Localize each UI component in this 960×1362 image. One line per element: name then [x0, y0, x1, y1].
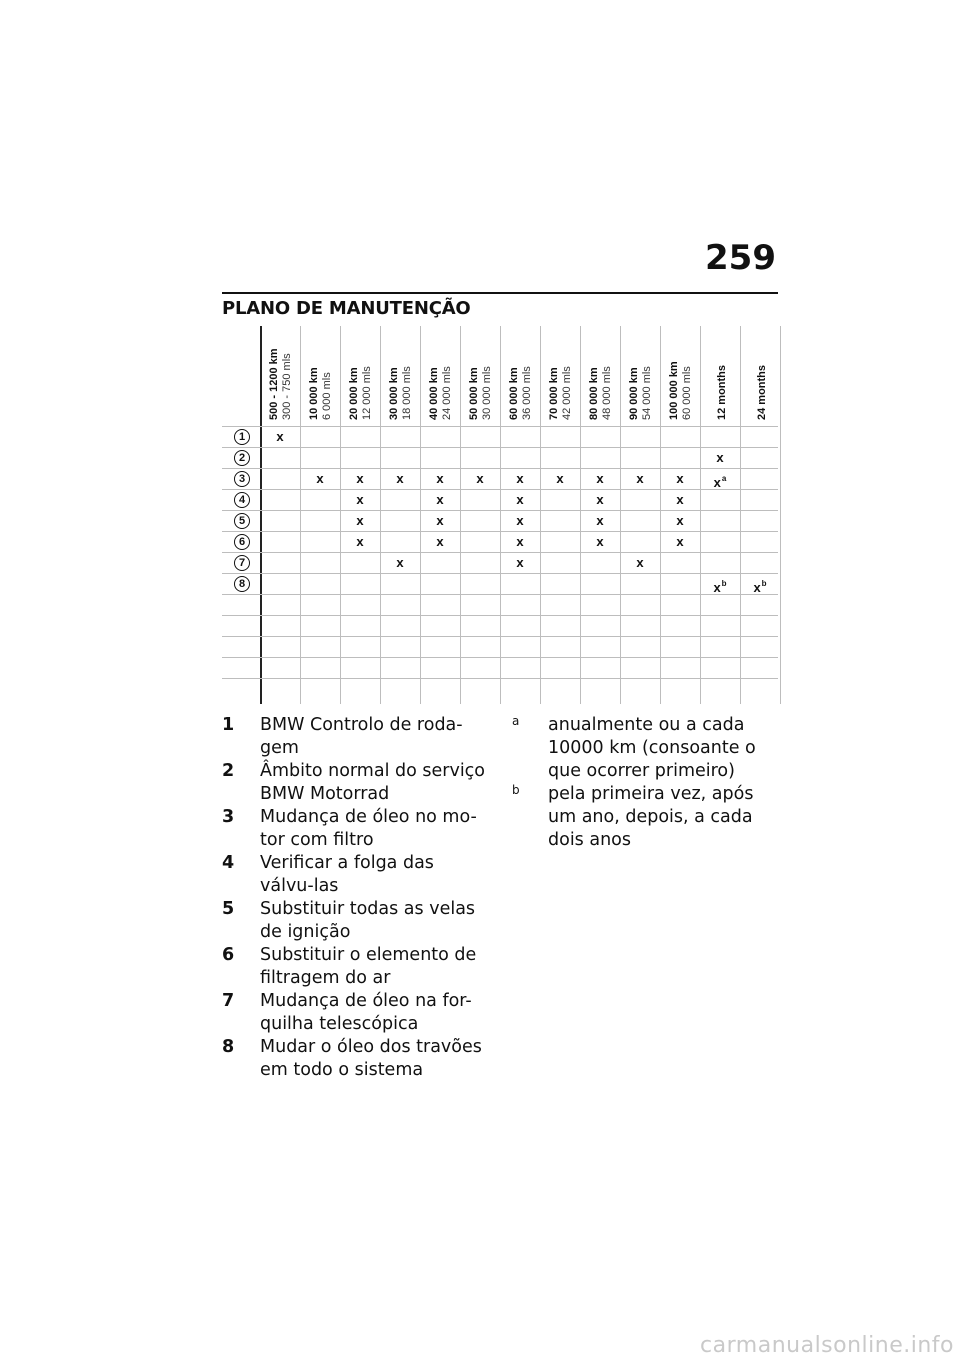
maintenance-mark: x [676, 471, 684, 486]
legend-item [222, 898, 492, 944]
legend-number: 4 [222, 853, 235, 873]
section-title: PLANO DE MANUTENÇÃO [222, 298, 471, 319]
legend-number: 5 [222, 899, 235, 919]
maintenance-mark: x [556, 471, 564, 486]
maintenance-mark: x [516, 534, 524, 549]
legend-text: Mudança de óleo no mo-tor com filtro [260, 807, 477, 850]
grid-line-horizontal [222, 552, 778, 553]
legend-text: Âmbito normal do serviço BMW Motorrad [260, 761, 486, 804]
column-header-km: 20 000 km [348, 367, 360, 420]
column-header-km: 70 000 km [548, 367, 560, 420]
legend-text: Substituir o elemento de filtragem do ar [260, 945, 477, 988]
column-header [428, 328, 456, 420]
column-header-mls: 18 000 mls [401, 366, 413, 420]
row-number-badge: 2 [234, 450, 250, 466]
legend-number: 1 [222, 715, 235, 735]
column-header-mls: 42 000 mls [561, 366, 573, 420]
column-header-mls: 36 000 mls [521, 366, 533, 420]
column-header-km: 12 months [716, 364, 728, 420]
column-header [348, 328, 376, 420]
maintenance-mark: x [436, 471, 444, 486]
legend-item [222, 944, 492, 990]
grid-line-horizontal [222, 636, 778, 637]
row-number-badge: 8 [234, 576, 250, 592]
grid-line-horizontal [222, 510, 778, 511]
footnote-item [512, 714, 782, 783]
grid-line-vertical [620, 326, 621, 704]
footnote-ref: a [721, 474, 727, 483]
maintenance-mark: x [596, 492, 604, 507]
grid-line-vertical [700, 326, 701, 704]
maintenance-mark: x [396, 555, 404, 570]
maintenance-mark: $x^b$ [713, 579, 727, 595]
maintenance-mark: x [316, 471, 324, 486]
column-header-km: 50 000 km [468, 367, 480, 420]
grid-line-horizontal [222, 678, 778, 679]
grid-line-vertical [460, 326, 461, 704]
column-header-km: 500 - 1200 km [268, 348, 280, 420]
maintenance-mark: x [516, 492, 524, 507]
title-rule [222, 292, 778, 294]
row-number-badge: 4 [234, 492, 250, 508]
legend-text: BMW Controlo de roda-gem [260, 715, 463, 758]
column-header [468, 328, 496, 420]
legend-number: 8 [222, 1037, 235, 1057]
grid-line-horizontal [222, 657, 778, 658]
column-header [548, 328, 576, 420]
maintenance-mark: x [476, 471, 484, 486]
column-header-mls: 24 000 mls [441, 366, 453, 420]
row-number-badge: 3 [234, 471, 250, 487]
legend-text: Mudar o óleo dos travões em todo o sistema [260, 1037, 482, 1080]
footnote-text: anualmente ou a cada 10000 km (consoante o que ocorrer primeiro) [548, 715, 756, 781]
maintenance-mark: x [716, 450, 724, 465]
legend-item [222, 1036, 492, 1082]
maintenance-mark: x [516, 555, 524, 570]
maintenance-mark: x [396, 471, 404, 486]
grid-line-vertical [540, 326, 541, 704]
grid-line-vertical [260, 326, 262, 704]
column-header-mls: 300 - 750 mls [281, 353, 293, 420]
maintenance-mark: x [356, 534, 364, 549]
maintenance-mark: $x^a$ [713, 474, 727, 490]
column-header [388, 328, 416, 420]
column-header [748, 328, 776, 420]
grid-line-horizontal [222, 447, 778, 448]
maintenance-mark: x [356, 513, 364, 528]
maintenance-mark: x [276, 429, 284, 444]
column-header-km: 24 months [756, 364, 768, 420]
grid-line-horizontal [222, 426, 778, 427]
grid-line-vertical [780, 326, 781, 704]
maintenance-mark: x [436, 513, 444, 528]
row-number-badge: 7 [234, 555, 250, 571]
legend-number: 7 [222, 991, 235, 1011]
grid-line-horizontal [222, 468, 778, 469]
column-header [708, 328, 736, 420]
row-number-badge: 1 [234, 429, 250, 445]
page-number: 259 [705, 238, 776, 278]
legend-text: Mudança de óleo na for-quilha telescópica [260, 991, 472, 1034]
column-header-km: 40 000 km [428, 367, 440, 420]
legend-number: 6 [222, 945, 235, 965]
legend-item [222, 852, 492, 898]
legend-number: 2 [222, 761, 235, 781]
column-header [628, 328, 656, 420]
column-header-km: 60 000 km [508, 367, 520, 420]
maintenance-mark: x [676, 492, 684, 507]
column-header-km: 100 000 km [668, 361, 680, 420]
row-number-badge: 5 [234, 513, 250, 529]
legend-list [222, 714, 492, 1082]
maintenance-mark: $x^b$ [753, 579, 767, 595]
legend-item [222, 714, 492, 760]
footnote-letter: a [512, 714, 520, 728]
column-header-mls: 54 000 mls [641, 366, 653, 420]
maintenance-mark: x [636, 555, 644, 570]
column-header-mls: 6 000 mls [321, 372, 333, 420]
maintenance-mark: x [596, 471, 604, 486]
column-header-km: 30 000 km [388, 367, 400, 420]
grid-line-horizontal [222, 531, 778, 532]
legend-item [222, 760, 492, 806]
grid-line-horizontal [222, 615, 778, 616]
grid-line-horizontal [222, 594, 778, 595]
footnote-ref: b [761, 579, 767, 588]
maintenance-mark: x [516, 471, 524, 486]
notes-list [512, 714, 782, 852]
legend-item [222, 806, 492, 852]
legend-number: 3 [222, 807, 235, 827]
maintenance-mark: x [676, 513, 684, 528]
maintenance-mark: x [356, 492, 364, 507]
maintenance-mark: x [516, 513, 524, 528]
column-header-mls: 30 000 mls [481, 366, 493, 420]
column-header [308, 328, 336, 420]
footnote-ref: b [721, 579, 727, 588]
column-header-km: 10 000 km [308, 367, 320, 420]
column-header-km: 80 000 km [588, 367, 600, 420]
maintenance-mark: x [636, 471, 644, 486]
column-header [668, 328, 696, 420]
column-header-mls: 48 000 mls [601, 366, 613, 420]
column-header [588, 328, 616, 420]
legend-text: Substituir todas as velas de ignição [260, 899, 476, 942]
column-header-km: 90 000 km [628, 367, 640, 420]
column-header [508, 328, 536, 420]
column-header [268, 328, 296, 420]
maintenance-mark: x [356, 471, 364, 486]
legend-text: Verificar a folga das válvu-las [260, 853, 434, 896]
maintenance-mark: x [436, 492, 444, 507]
footnote-letter: b [512, 783, 520, 797]
footnote-text: pela primeira vez, após um ano, depois, a cada dois anos [548, 784, 754, 850]
maintenance-mark: x [596, 534, 604, 549]
footnote-item [512, 783, 782, 852]
maintenance-mark: x [596, 513, 604, 528]
grid-line-horizontal [222, 573, 778, 574]
footer-logo: carmanualsonline.info [700, 1333, 954, 1358]
column-header-mls: 60 000 mls [681, 366, 693, 420]
maintenance-mark: x [676, 534, 684, 549]
grid-line-vertical [380, 326, 381, 704]
row-number-badge: 6 [234, 534, 250, 550]
grid-line-vertical [740, 326, 741, 704]
maintenance-table [222, 326, 778, 706]
maintenance-mark: x [436, 534, 444, 549]
grid-line-vertical [300, 326, 301, 704]
column-header-mls: 12 000 mls [361, 366, 373, 420]
grid-line-horizontal [222, 489, 778, 490]
legend-item [222, 990, 492, 1036]
